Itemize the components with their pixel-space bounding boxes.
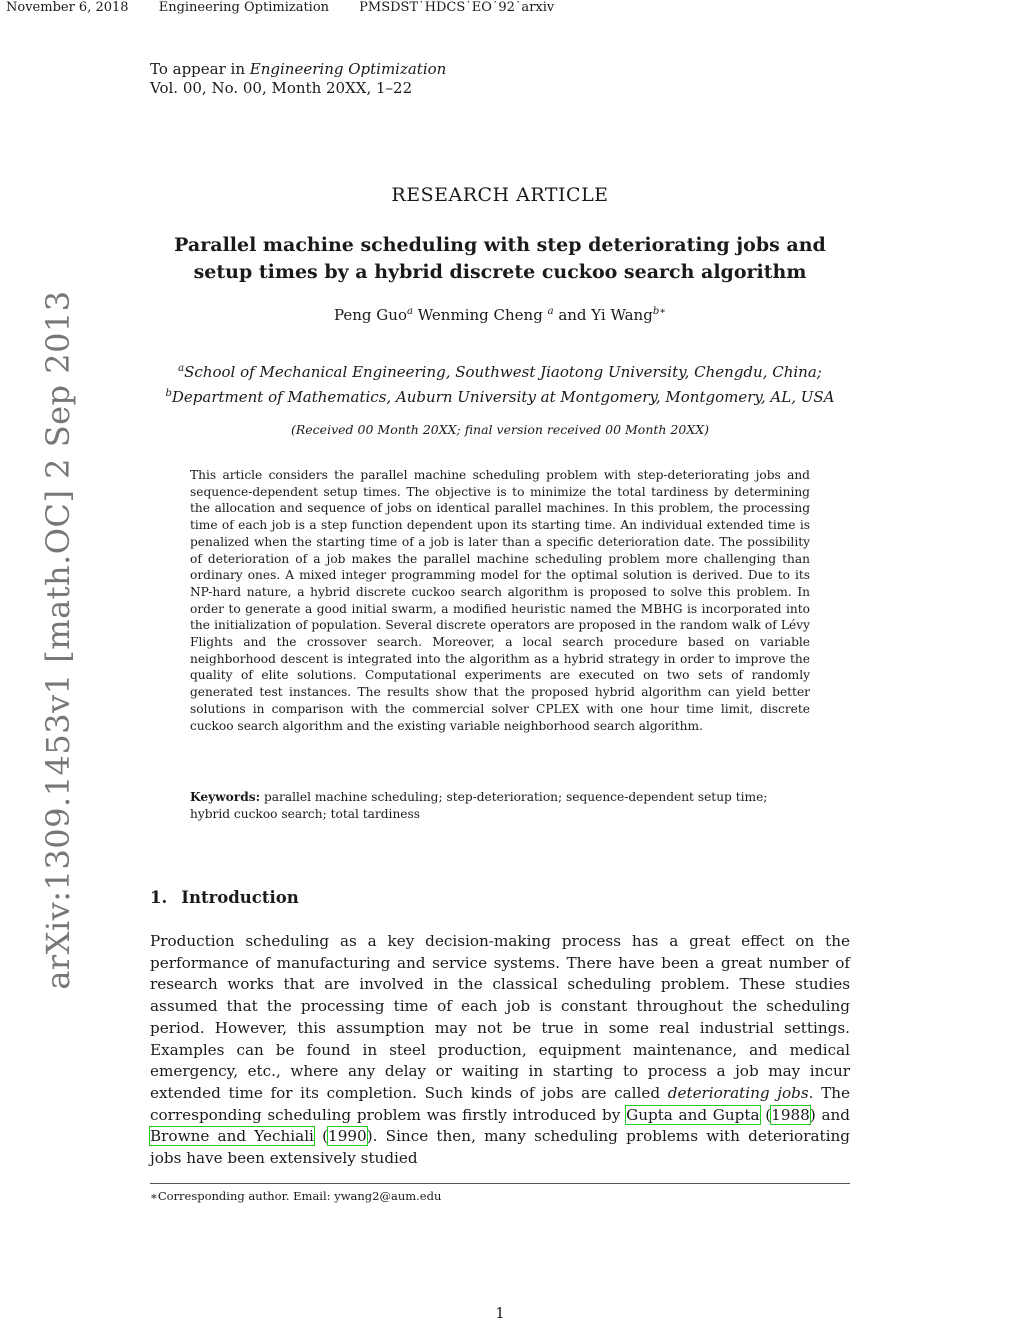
citation-link-gupta[interactable]: Gupta and Gupta (626, 1105, 760, 1124)
affiliation: $^a$School of Mechanical Engineering, Southwest Jiaotong University, Chengdu, China; (178, 363, 822, 381)
keywords (190, 789, 810, 822)
keywords-text: parallel machine scheduling; step-deterioration; sequence-dependent setup time; hybrid cuckoo search; total tardiness (190, 790, 768, 821)
citation-year-link-browne[interactable]: 1990 (328, 1127, 367, 1146)
affiliation: $^b$Department of Mathematics, Auburn University at Montgomery, Montgomery, AL, USA (165, 388, 835, 406)
intro-paragraph: Production scheduling as a key decision-making process has a great effect on the performance of manufacturing and service systems. There have been a great number of research works that are involved in the classical scheduling problem. These studies assumed that the processing time of each job is constant throughout the scheduling period. However, this assumption may not be true in some real industrial settings. Examples can be found in steel production, equipment maintenance, and medical emergency, etc., where any delay or waiting in starting to process a job may incur extended time for its completion. Such kinds of jobs are called deteriorating jobs. The corresponding scheduling problem was firstly introduced by Gupta and Gupta (1988) and Browne and Yechiali (1990). Since then, many scheduling problems with deteriorating jobs have been extensively studied (150, 932, 851, 1168)
citation-year-link-gupta[interactable]: 1988 (771, 1105, 810, 1124)
section-title: Introduction (181, 888, 299, 907)
publication-info (150, 60, 446, 98)
running-head-journal: Engineering Optimization (158, 0, 330, 15)
affiliations (150, 358, 850, 408)
section-heading (150, 888, 313, 907)
author-sup: a (547, 306, 554, 317)
running-head-code: PMSDST˙HDCS˙EO˙92˙arxiv (359, 0, 555, 15)
term-deteriorating-jobs: deteriorating jobs (667, 1083, 809, 1102)
abstract: This article considers the parallel machine scheduling problem with step-deteriorating jobs and sequence-dependent setup times. The objective is to minimize the total tardiness by determining the allocation and sequence of jobs on identical parallel machines. In this problem, the processing time of each job is a step function dependent upon its starting time. An individual extended time is penalized when the starting time of a job is later than a specific deterioration date. The possibility of deterioration of a job makes the parallel machine scheduling problem more challenging than ordinary ones. A mixed integer programming model for the optimal solution is derived. Due to its NP-hard nature, a hybrid discrete cuckoo search algorithm is proposed to solve this problem. In order to generate a good initial swarm, a modified heuristic named the MBHG is incorporated into the initialization of population. Several discrete operators are proposed in the random walk of Lévy Flights and the crossover search. Moreover, a local search procedure based on variable neighborhood descent is integrated into the algorithm as a hybrid strategy in order to improve the quality of elite solutions. Computational experiments are executed on two sets of randomly generated test instances. The results show that the proposed hybrid algorithm can yield better solutions in comparison with the commercial solver CPLEX with one hour time limit, discrete cuckoo search algorithm and the existing variable neighborhood search algorithm. (190, 468, 810, 733)
running-head (6, 0, 580, 15)
author: Wenming Cheng (417, 306, 543, 324)
author-sup: b∗ (652, 306, 667, 317)
author: Yi Wang (591, 306, 653, 324)
article-type: RESEARCH ARTICLE (391, 184, 609, 206)
page-number: 1 (495, 1304, 505, 1322)
journal-name: Engineering Optimization (249, 60, 447, 78)
running-head-date: November 6, 2018 (6, 0, 129, 15)
arxiv-stamp: arXiv:1309.1453v1 [math.OC] 2 Sep 2013 (39, 290, 77, 990)
author-sup: a (406, 306, 413, 317)
citation-link-browne[interactable]: Browne and Yechiali (150, 1127, 314, 1146)
keywords-label: Keywords: (190, 790, 261, 804)
received-dates: (Received 00 Month 20XX; final version received 00 Month 20XX) (291, 422, 709, 437)
footnote-rule (150, 1183, 850, 1184)
to-appear-label: To appear in (150, 60, 246, 78)
section-number: 1. (150, 888, 168, 907)
footnote: ∗Corresponding author. Email: ywang2@aum.edu (150, 1189, 442, 1203)
paper-title: Parallel machine scheduling with step deteriorating jobs and setup times by a hybrid discrete cuckoo search algorithm (174, 234, 826, 283)
author-list: Peng Guo$^a$ Wenming Cheng $^a$ and Yi Wang$^{b∗}$ (333, 306, 667, 324)
volume-line: Vol. 00, No. 00, Month 20XX, 1–22 (150, 79, 413, 97)
author: Peng Guo (333, 306, 407, 324)
